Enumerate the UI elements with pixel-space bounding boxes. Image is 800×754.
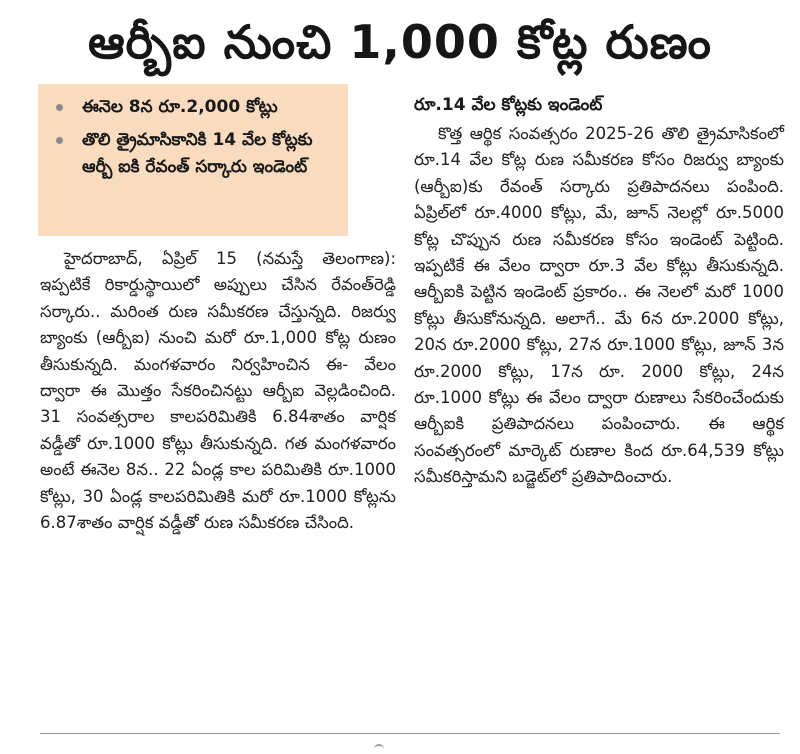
headline: ఆర్బీఐ నుంచి 1,000 కోట్ల రుణం [87,15,713,69]
right-column [414,92,784,491]
highlight-text: తొలి త్రైమాసికానికి 14 వేల కోట్లకు ఆర్బీ ఐకి రేవంత్ సర్కారు ఇండెంట్ [82,130,313,177]
bullet-icon [56,104,63,111]
bottom-divider [40,733,780,734]
highlights-box [38,84,348,236]
left-column [40,246,396,536]
highlight-text: ఈనెల 8న రూ.2,000 కోట్లు [82,97,278,117]
highlight-item [54,94,342,121]
body-paragraph: కొత్త ఆర్థిక సంవత్సరం 2025-26 తొలి త్రైమాసికంలో రూ.14 వేల కోట్ల రుణ సమీకరణ కోసం రిజర్వు బ్యాంకు (ఆర్బీఐ)కు రేవంత్ సర్కారు ప్రతిపాదనలు పంపింది. ఏప్రిల్‌లో రూ.4000 కోట్లు, మే, జూన్ నెలల్లో రూ.5000 కోట్ల చొప్పున రుణ సమీకరణ కోసం ఇండెంట్ పెట్టింది. ఇప్పటికే ఈ వేలం ద్వారా రూ.3 వేల కోట్లు తీసుకున్నది. ఆర్బీఐకి పెట్టిన ఇండెంట్ ప్రకారం.. ఈ నెలలో మరో 1000 కోట్లు తీసుకోనున్నది. అలాగే.. మే 6న రూ.2000 కోట్లు, 20న రూ.2000 కోట్లు, 27న రూ.1000 కోట్లు, జూన్ 3న రూ.2000 కోట్లు, 17న రూ. 2000 కోట్లు, 24న రూ.1000 కోట్లు ఈ వేలం ద్వారా రుణాలు సేకరించేందుకు ఆర్బీఐకి ప్రతిపాదనలు పంపించారు. ఈ ఆర్థిక సంవత్సరంలో మార్కెట్ రుణాల కింద రూ.64,539 కోట్లు సమీకరిస్తామని బడ్జెట్‌లో ప్రతిపాదించారు. [414,124,784,487]
divider-ornament-icon [374,744,384,754]
highlight-item [54,127,342,181]
body-paragraph: హైదరాబాద్, ఏప్రిల్ 15 (నమస్తే తెలంగాణ): ఇప్పటికే రికార్డుస్థాయిలో అప్పులు చేసిన రేవంత్‌రెడ్డి సర్కారు.. మరింత రుణ సమీకరణ చేస్తున్నది. రిజర్వు బ్యాంకు (ఆర్బీఐ) నుంచి మరో రూ.1,000 కోట్ల రుణం తీసుకున్నది. మంగళవారం నిర్వహించిన ఈ- వేలం ద్వారా ఈ మొత్తం సేకరించినట్టు ఆర్బీఐ వెల్లడించింది. 31 సంవత్సరాల కాలపరిమితికి 6.84శాతం వార్షిక వడ్డీతో రూ.1000 కోట్లు తీసుకున్నది. గత మంగళవారం అంటే ఈనెల 8న.. 22 ఏండ్ల కాల పరిమితికి రూ.1000 కోట్లు, 30 ఏండ్ల కాలపరిమితికి మరో రూ.1000 కోట్లను 6.87శాతం వార్షిక వడ్డీతో రుణ సమీకరణ చేసింది. [40,249,396,533]
subheading: రూ.14 వేల కోట్లకు ఇండెంట్ [414,95,603,115]
bullet-icon [56,137,63,144]
